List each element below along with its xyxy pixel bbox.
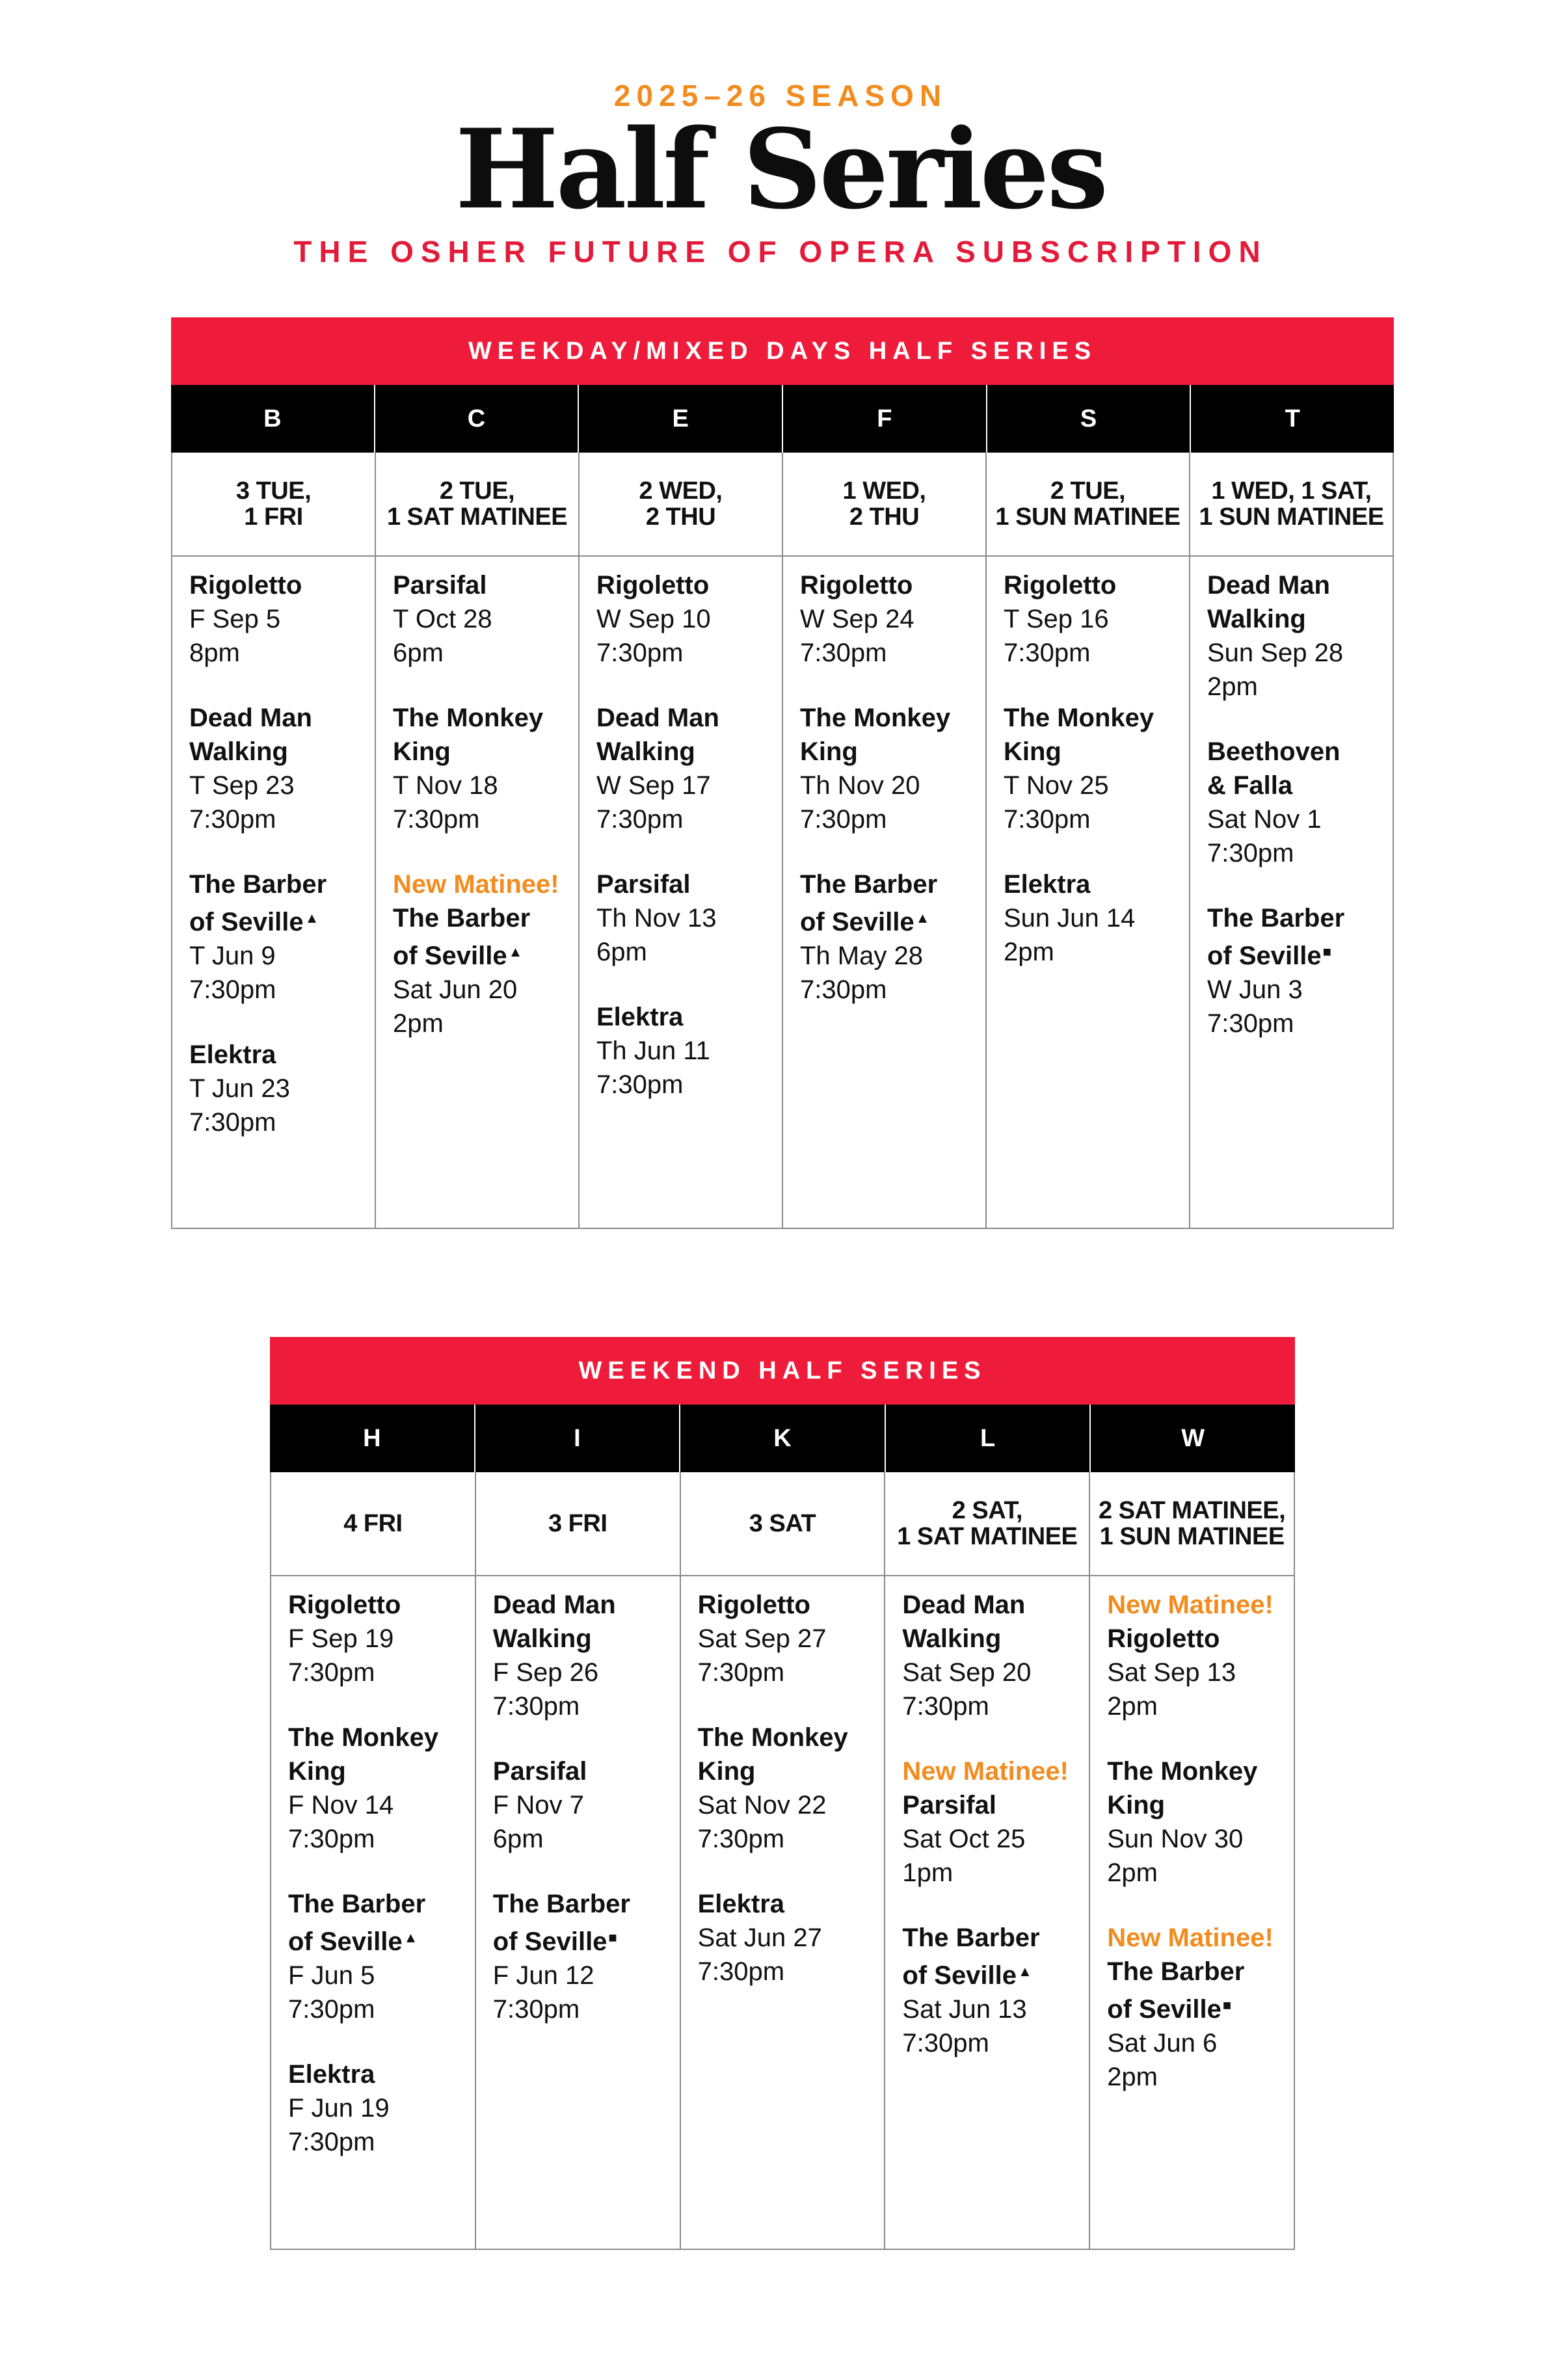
performance-item (1207, 568, 1393, 704)
opera-title-text: Rigoletto (596, 571, 710, 600)
performance-item (1107, 1921, 1294, 2094)
opera-title-text: Elektra (1004, 870, 1091, 899)
performance-item (493, 1754, 680, 1856)
triangle-icon: ▲ (508, 944, 523, 960)
performance-item (189, 867, 375, 1007)
performance-list (172, 557, 375, 1170)
performance-date: Sat Jun 13 (902, 1995, 1027, 2024)
opera-title-text: Elektra (189, 1040, 276, 1069)
performance-date: F Sep 26 (492, 1658, 599, 1687)
performance-item (596, 867, 782, 969)
opera-title (902, 1588, 1089, 1656)
opera-title (902, 1921, 1089, 1992)
performance-time: 7:30pm (393, 805, 480, 834)
opera-title (1207, 901, 1393, 973)
new-matinee-note: New Matinee! (902, 1757, 1069, 1786)
performance-item (393, 701, 578, 836)
opera-title-text: Dead Man Walking (1207, 571, 1330, 633)
series-code-b: B (263, 405, 282, 432)
series-code-w: W (1089, 1405, 1295, 1472)
series-code-e: E (578, 385, 782, 453)
performance-time: 7:30pm (189, 805, 276, 834)
performance-date: F Jun 12 (492, 1961, 594, 1990)
performance-date: Sun Jun 14 (1004, 904, 1136, 932)
opera-title (698, 1588, 885, 1622)
performance-list (1190, 557, 1393, 1072)
weekend-series-banner: WEEKEND HALF SERIES (270, 1337, 1295, 1405)
performance-item (698, 1721, 885, 1856)
triangle-icon: ▲ (304, 910, 319, 926)
series-column-k (680, 1472, 885, 2249)
performance-item (1004, 701, 1189, 836)
opera-title-text: The Monkey King (800, 704, 951, 766)
performance-item (698, 1588, 885, 1689)
square-icon: ■ (1222, 1997, 1232, 2013)
performance-item (902, 1754, 1089, 1890)
opera-title (596, 1000, 782, 1034)
series-column-f (782, 453, 985, 1228)
performance-date: Sat Sep 27 (697, 1624, 827, 1653)
page-subtitle: THE OSHER FUTURE OF OPERA SUBSCRIPTION (293, 235, 1268, 269)
performance-time: 7:30pm (902, 1692, 989, 1721)
performance-date: W Sep 24 (800, 605, 914, 633)
opera-title-text: Parsifal (596, 870, 691, 899)
opera-title (1004, 701, 1189, 769)
series-days: 2 TUE, 1 SAT MATINEE (376, 453, 578, 557)
series-column-b (172, 453, 375, 1228)
performance-time: 7:30pm (800, 805, 887, 834)
performance-item (1004, 568, 1189, 670)
performance-time: 7:30pm (189, 1108, 276, 1137)
opera-title (698, 1887, 885, 1921)
opera-title-text: Parsifal (393, 571, 487, 600)
opera-title (493, 1588, 680, 1656)
opera-title-text: Rigoletto (800, 571, 913, 600)
performance-item (902, 1921, 1089, 2060)
performance-time: 7:30pm (1207, 1009, 1294, 1038)
performance-time: 7:30pm (1207, 839, 1294, 867)
opera-title (596, 568, 782, 602)
performance-time: 8pm (189, 639, 240, 667)
performance-date: Th Jun 11 (596, 1037, 710, 1065)
performance-date: T Sep 23 (189, 771, 295, 800)
opera-title (393, 701, 578, 769)
performance-date: F Jun 5 (288, 1961, 375, 1990)
series-days: 3 FRI (476, 1472, 680, 1576)
opera-title-text: The Barber of Seville (902, 1924, 1040, 1990)
performance-list (376, 557, 578, 1072)
opera-title (1107, 1622, 1294, 1656)
opera-title-text: Parsifal (902, 1791, 996, 1819)
series-code-s: S (986, 385, 1190, 453)
performance-time: 2pm (1207, 672, 1258, 701)
series-column-w (1089, 1472, 1294, 2249)
series-days: 1 WED, 1 SAT, 1 SUN MATINEE (1190, 453, 1393, 557)
performance-time: 2pm (1107, 2063, 1158, 2091)
opera-title-text: The Barber of Seville (189, 870, 327, 936)
series-column-i (475, 1472, 680, 2249)
series-code-k: K (679, 1405, 885, 1472)
performance-list (1090, 1576, 1294, 2125)
performance-item (393, 867, 578, 1040)
series-days: 4 FRI (271, 1472, 475, 1576)
performance-list (681, 1576, 885, 2020)
performance-date: F Nov 7 (492, 1791, 584, 1819)
performance-item (1207, 735, 1393, 870)
performance-time: 2pm (1107, 1858, 1158, 1887)
opera-title (493, 1887, 680, 1959)
performance-time: 2pm (393, 1009, 444, 1038)
opera-title-text: The Barber of Seville (393, 904, 531, 970)
opera-title-text: The Barber of Seville (800, 870, 938, 936)
opera-title (288, 1721, 475, 1788)
performance-date: F Jun 19 (288, 2094, 390, 2122)
performance-date: F Nov 14 (288, 1791, 394, 1819)
performance-time: 7:30pm (596, 639, 684, 667)
performance-time: 6pm (492, 1825, 544, 1853)
new-matinee-note: New Matinee! (1107, 1924, 1274, 1952)
performance-item (493, 1588, 680, 1723)
weekday-series-banner: WEEKDAY/MIXED DAYS HALF SERIES (171, 317, 1394, 385)
opera-title-text: Rigoletto (1004, 571, 1117, 600)
opera-title-text: Rigoletto (697, 1591, 810, 1619)
opera-title (1207, 568, 1393, 636)
opera-title-text: Parsifal (492, 1757, 587, 1786)
performance-item (288, 1721, 475, 1856)
performance-date: W Jun 3 (1207, 975, 1303, 1004)
performance-date: Sat Jun 27 (697, 1924, 822, 1952)
opera-title (800, 867, 985, 939)
performance-date: T Nov 25 (1004, 771, 1109, 800)
series-days: 2 WED, 2 THU (580, 453, 782, 557)
performance-list (783, 557, 985, 1038)
opera-title-text: The Monkey King (1107, 1757, 1258, 1819)
opera-title-text: The Monkey King (288, 1723, 439, 1786)
performance-date: T Jun 23 (189, 1074, 290, 1103)
performance-item (800, 867, 985, 1007)
performance-date: F Sep 19 (288, 1624, 394, 1653)
series-code-row (171, 385, 1394, 453)
opera-title-text: Elektra (288, 2060, 375, 2089)
triangle-icon: ▲ (915, 910, 930, 926)
opera-title-text: Dead Man Walking (596, 704, 719, 766)
opera-title (1107, 1955, 1294, 2026)
opera-title (189, 568, 375, 602)
performance-time: 2pm (1004, 938, 1054, 966)
series-code-l: L (885, 1405, 1090, 1472)
performance-list (271, 1576, 475, 2190)
performance-time: 6pm (596, 938, 647, 966)
performance-item (189, 1038, 375, 1139)
opera-title-text: The Barber of Seville (492, 1890, 630, 1956)
opera-title (800, 568, 985, 602)
performance-date: Sat Nov 1 (1207, 805, 1322, 834)
performance-time: 7:30pm (492, 1995, 580, 2024)
series-days: 2 SAT, 1 SAT MATINEE (885, 1472, 1089, 1576)
series-column-t (1189, 453, 1393, 1228)
performance-list (987, 557, 1189, 1000)
opera-title-text: The Barber of Seville (288, 1890, 426, 1956)
opera-title-text: Dead Man Walking (492, 1591, 616, 1653)
performance-time: 7:30pm (800, 639, 887, 667)
performance-item (1004, 867, 1189, 969)
series-days: 1 WED, 2 THU (783, 453, 985, 557)
performance-date: T Sep 16 (1004, 605, 1109, 633)
performance-item (596, 1000, 782, 1102)
opera-title-text: Beethoven & Falla (1207, 737, 1341, 800)
performance-time: 7:30pm (697, 1957, 785, 1986)
series-column-h (271, 1472, 475, 2249)
opera-title-text: The Monkey King (393, 704, 544, 766)
performance-date: Th Nov 20 (800, 771, 920, 800)
new-matinee-note: New Matinee! (1107, 1591, 1274, 1619)
performance-time: 7:30pm (288, 1825, 375, 1853)
performance-item (189, 568, 375, 670)
performance-date: Sat Nov 22 (697, 1791, 827, 1819)
performance-date: Sun Sep 28 (1207, 639, 1344, 667)
performance-list (580, 557, 782, 1133)
opera-title (596, 867, 782, 901)
series-code-t: T (1190, 385, 1394, 453)
performance-date: Th Nov 13 (596, 904, 717, 932)
performance-time: 7:30pm (492, 1692, 580, 1721)
series-code-row (270, 1405, 1295, 1472)
triangle-icon: ▲ (1018, 1963, 1032, 1979)
triangle-icon: ▲ (403, 1929, 418, 1946)
performance-date: T Jun 9 (189, 942, 276, 970)
performance-date: Sat Sep 13 (1107, 1658, 1236, 1687)
performance-date: Sat Sep 20 (902, 1658, 1032, 1687)
performance-item (596, 568, 782, 670)
opera-title (902, 1788, 1089, 1822)
performance-time: 7:30pm (288, 1658, 375, 1687)
series-column-e (578, 453, 782, 1228)
series-code-h: H (363, 1425, 381, 1452)
opera-title (596, 701, 782, 769)
opera-title (189, 701, 375, 769)
opera-title-text: The Monkey King (1004, 704, 1154, 766)
opera-title-text: The Monkey King (697, 1723, 848, 1786)
weekday-series-table (171, 317, 1394, 1229)
performance-item (1107, 1754, 1294, 1890)
performance-time: 1pm (902, 1858, 954, 1887)
opera-title (800, 701, 985, 769)
series-code-i: I (474, 1405, 680, 1472)
opera-title-text: Elektra (697, 1890, 785, 1918)
performance-time: 7:30pm (288, 2128, 375, 2156)
opera-title-text: Rigoletto (1107, 1624, 1220, 1653)
performance-item (596, 701, 782, 836)
new-matinee-note: New Matinee! (393, 870, 559, 899)
opera-title (1207, 735, 1393, 802)
square-icon: ■ (1322, 944, 1331, 960)
performance-time: 6pm (393, 639, 444, 667)
performance-item (1207, 901, 1393, 1040)
opera-title (1004, 568, 1189, 602)
series-code-f: F (782, 385, 986, 453)
opera-title-text: Dead Man Walking (189, 704, 312, 766)
series-days: 2 TUE, 1 SUN MATINEE (987, 453, 1189, 557)
performance-item (493, 1887, 680, 2026)
series-days: 2 SAT MATINEE, 1 SUN MATINEE (1090, 1472, 1294, 1576)
series-body (171, 453, 1394, 1229)
opera-title-text: Elektra (596, 1003, 684, 1031)
opera-title (189, 867, 375, 939)
weekend-series-table (270, 1337, 1295, 2250)
performance-time: 7:30pm (697, 1825, 785, 1853)
performance-date: Sun Nov 30 (1107, 1825, 1244, 1853)
performance-time: 7:30pm (1004, 639, 1091, 667)
performance-time: 7:30pm (189, 975, 276, 1004)
performance-date: T Nov 18 (393, 771, 498, 800)
opera-title-text: The Barber of Seville (1207, 904, 1345, 970)
performance-date: Sat Oct 25 (902, 1825, 1026, 1853)
opera-title-text: Rigoletto (189, 571, 302, 600)
opera-title (393, 901, 578, 973)
opera-title (1004, 867, 1189, 901)
performance-item (902, 1588, 1089, 1723)
performance-date: F Sep 5 (189, 605, 281, 633)
opera-title (393, 568, 578, 602)
opera-title (698, 1721, 885, 1788)
performance-date: Sat Jun 20 (393, 975, 518, 1004)
performance-list (885, 1576, 1089, 2091)
performance-time: 7:30pm (800, 975, 887, 1004)
opera-title (288, 1588, 475, 1622)
performance-item (698, 1887, 885, 1989)
performance-date: T Oct 28 (393, 605, 492, 633)
opera-title (189, 1038, 375, 1072)
opera-title (493, 1754, 680, 1788)
series-code-c: C (374, 385, 578, 453)
performance-time: 7:30pm (1004, 805, 1091, 834)
performance-item (288, 2057, 475, 2159)
performance-date: Sat Jun 6 (1107, 2029, 1218, 2057)
performance-item (1107, 1588, 1294, 1723)
performance-item (800, 568, 985, 670)
performance-item (189, 701, 375, 836)
opera-title (288, 1887, 475, 1959)
opera-title (1107, 1754, 1294, 1822)
performance-time: 7:30pm (902, 2029, 989, 2057)
performance-list (476, 1576, 680, 2057)
performance-time: 7:30pm (697, 1658, 785, 1687)
performance-item (288, 1887, 475, 2026)
performance-item (393, 568, 578, 670)
series-body (270, 1472, 1295, 2250)
performance-time: 7:30pm (596, 805, 684, 834)
opera-title-text: Rigoletto (288, 1591, 401, 1619)
season-label: 2025–26 SEASON (613, 79, 948, 112)
square-icon: ■ (608, 1929, 617, 1946)
series-column-s (985, 453, 1189, 1228)
performance-item (800, 701, 985, 836)
series-column-l (884, 1472, 1089, 2249)
performance-time: 7:30pm (288, 1995, 375, 2024)
performance-date: W Sep 17 (596, 771, 711, 800)
performance-item (288, 1588, 475, 1689)
performance-time: 2pm (1107, 1692, 1158, 1721)
opera-title-text: The Barber of Seville (1107, 1957, 1245, 2024)
performance-date: W Sep 10 (596, 605, 711, 633)
performance-time: 7:30pm (596, 1070, 684, 1099)
series-days: 3 SAT (681, 1472, 885, 1576)
performance-date: Th May 28 (800, 942, 923, 970)
page-title: Half Series (455, 105, 1106, 233)
opera-title-text: Dead Man Walking (902, 1591, 1026, 1653)
series-column-c (375, 453, 578, 1228)
series-days: 3 TUE, 1 FRI (172, 453, 375, 557)
opera-title (288, 2057, 475, 2091)
